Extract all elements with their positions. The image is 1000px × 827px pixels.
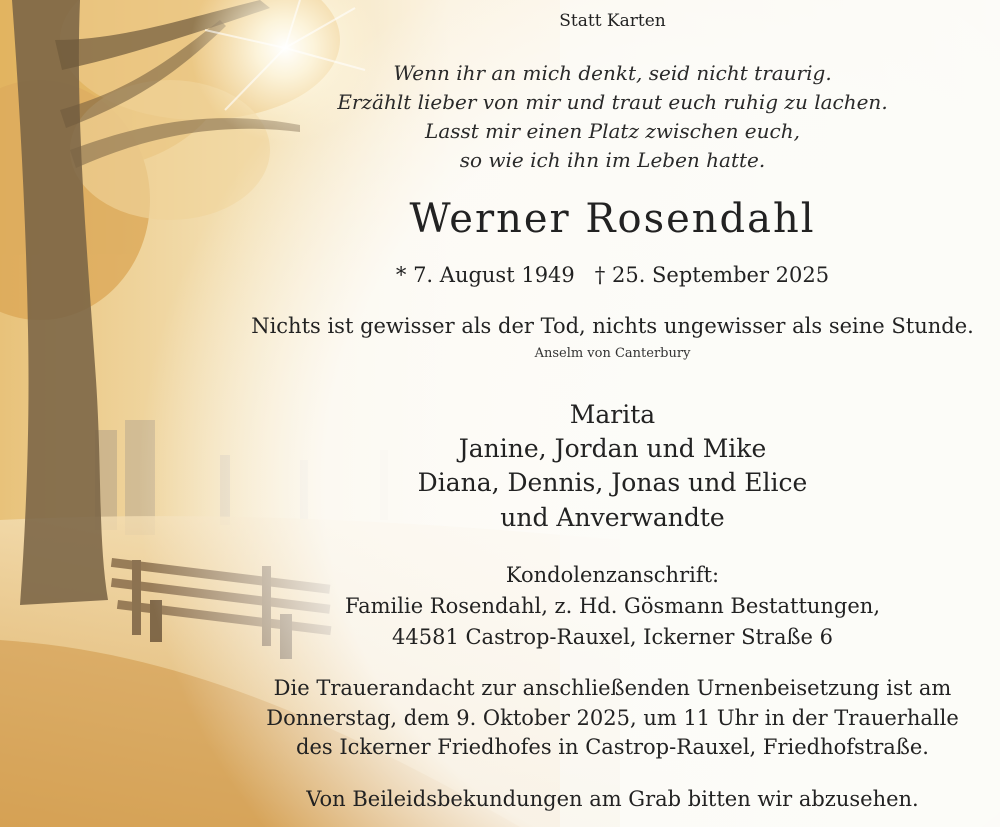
poem-line: Lasst mir einen Platz zwischen euch, bbox=[425, 119, 800, 143]
closing-note: Von Beileidsbekundungen am Grab bitten wir abzusehen. bbox=[306, 787, 919, 811]
poem-line: Wenn ihr an mich denkt, seid nicht traurig. bbox=[393, 61, 832, 85]
service-line: Die Trauerandacht zur anschließenden Urnenbeisetzung ist am bbox=[273, 676, 952, 700]
mourner-line: Diana, Dennis, Jonas und Elice bbox=[417, 468, 808, 497]
quote-author: Anselm von Canterbury bbox=[534, 346, 691, 361]
mourner-line: und Anverwandte bbox=[500, 503, 725, 532]
service-line: Donnerstag, dem 9. Oktober 2025, um 11 Uhr in der Trauerhalle bbox=[266, 706, 959, 730]
life-dates: * 7. August 1949 † 25. September 2025 bbox=[395, 263, 830, 287]
service-line: des Ickerner Friedhofes in Castrop-Rauxel, Friedhofstraße. bbox=[296, 735, 929, 759]
deceased-name: Werner Rosendahl bbox=[409, 196, 816, 242]
condolence-heading: Kondolenzanschrift: bbox=[505, 563, 720, 587]
mourner-line: Marita bbox=[569, 400, 656, 429]
quote-text: Nichts ist gewisser als der Tod, nichts ungewisser als seine Stunde. bbox=[251, 314, 974, 338]
mourner-line: Janine, Jordan und Mike bbox=[458, 434, 767, 463]
condolence-line: Familie Rosendahl, z. Hd. Gösmann Bestattungen, bbox=[344, 594, 881, 618]
poem-line: so wie ich ihn im Leben hatte. bbox=[459, 148, 766, 172]
poem-line: Erzählt lieber von mir und traut euch ruhig zu lachen. bbox=[337, 90, 888, 114]
condolence-line: 44581 Castrop-Rauxel, Ickerner Straße 6 bbox=[392, 625, 833, 649]
statt-karten: Statt Karten bbox=[559, 11, 666, 31]
